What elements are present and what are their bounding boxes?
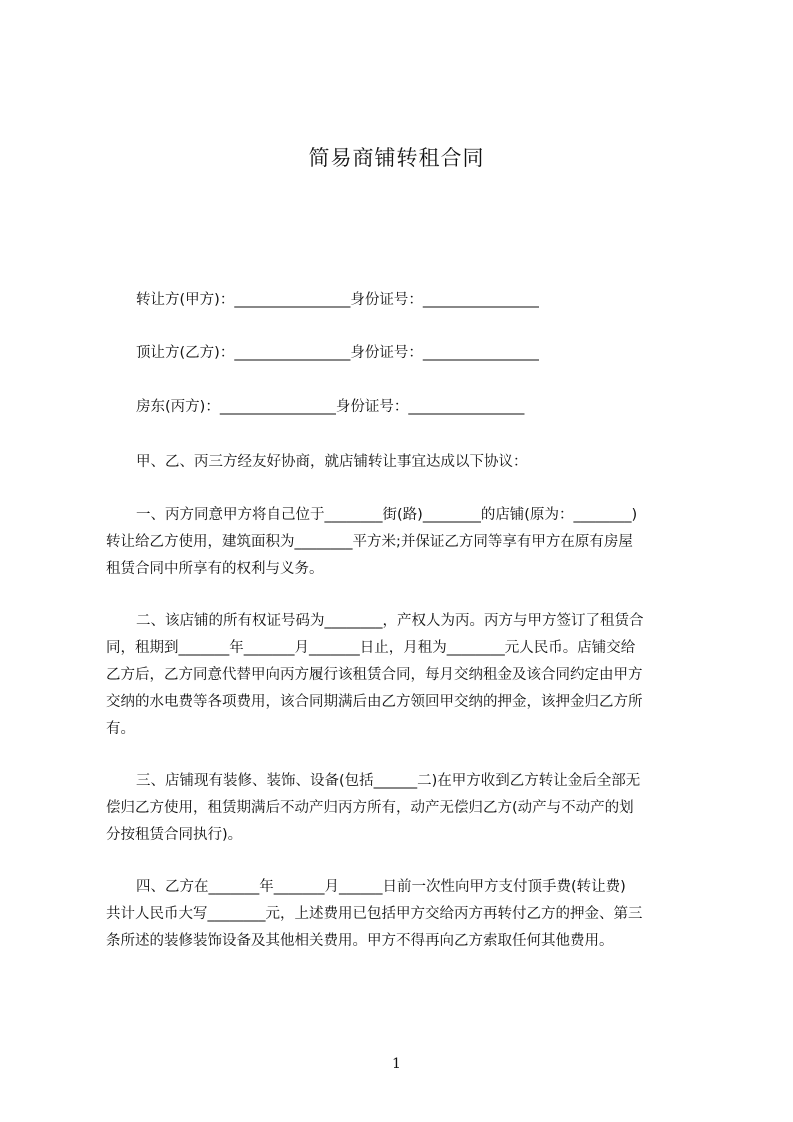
page-number: 1 <box>392 1056 401 1072</box>
clause-3-line: 分按租赁合同执行)。 <box>106 827 243 843</box>
party-assignee-line: 顶让方(乙方)：________________身份证号：________________ <box>136 345 539 361</box>
clause-2-line: 同，租期到_______年_______月_______日止，月租为________元人民币。店铺交给 <box>106 640 636 656</box>
clause-4-line: 条所述的装修装饰设备及其他相关费用。甲方不得再向乙方索取任何其他费用。 <box>106 933 614 949</box>
clause-1-line: 转让给乙方使用，建筑面积为________平方米;并保证乙方同等享有甲方在原有房屋 <box>106 534 633 550</box>
party-landlord-line: 房东(丙方)：________________身份证号：________________ <box>136 399 525 415</box>
clause-3-line: 三、店铺现有装修、装饰、设备(包括______二)在甲方收到乙方转让金后全部无 <box>136 773 641 789</box>
clause-1-line: 租赁合同中所享有的权利与义务。 <box>106 561 324 577</box>
clause-2-line: 交纳的水电费等各项费用，该合同期满后由乙方领回甲交纳的押金，该押金归乙方所 <box>106 694 643 710</box>
clause-4-line: 四、乙方在_______年_______月______日前一次性向甲方支付顶手费(转让费) <box>136 879 626 895</box>
clause-3-line: 偿归乙方使用，租赁期满后不动产归丙方所有，动产无偿归乙方(动产与不动产的划 <box>106 800 634 816</box>
clause-2-line: 二、该店铺的所有权证号码为________，产权人为丙。丙方与甲方签订了租赁合 <box>136 613 644 629</box>
party-transferor-line: 转让方(甲方)：________________身份证号：________________ <box>136 292 539 308</box>
document-title: 简易商铺转租合同 <box>308 146 485 170</box>
intro-paragraph: 甲、乙、丙三方经友好协商，就店铺转让事宜达成以下协议： <box>136 454 528 470</box>
clause-4-line: 共计人民币大写________元，上述费用已包括甲方交给丙方再转付乙方的押金、第三 <box>106 906 643 922</box>
clause-2-line: 有。 <box>106 721 135 737</box>
clause-1-line: 一、丙方同意甲方将自己位于________街(路)________的店铺(原为：________) <box>136 507 638 523</box>
clause-2-line: 乙方后，乙方同意代替甲向丙方履行该租赁合同，每月交纳租金及该合同约定由甲方 <box>106 667 643 683</box>
